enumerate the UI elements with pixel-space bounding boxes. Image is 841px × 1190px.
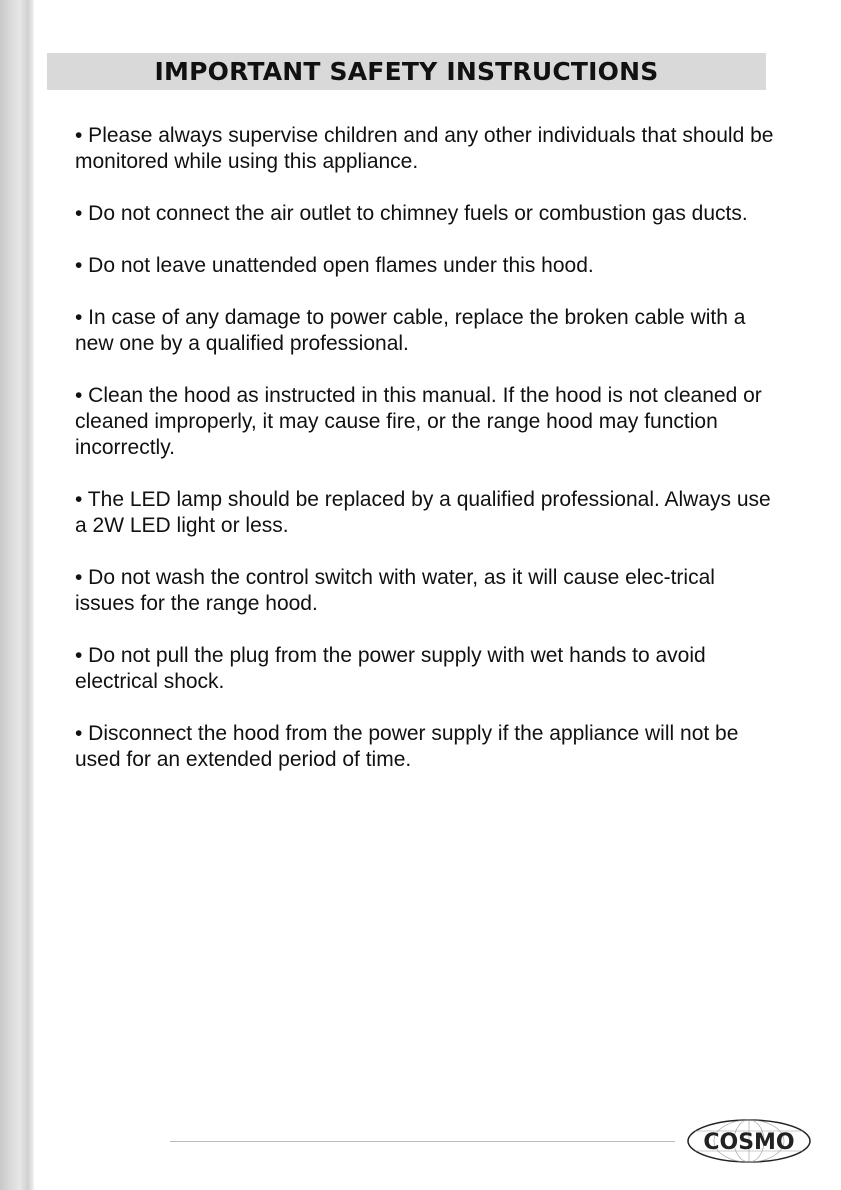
list-item: • Disconnect the hood from the power supply if the appliance will not be used for an extended period of time.: [75, 722, 739, 771]
list-item: • Do not connect the air outlet to chimney fuels or combustion gas ducts.: [75, 202, 748, 225]
logo-text: COSMO: [703, 1130, 795, 1155]
list-item: • Please always supervise children and any other individuals that should be monitored while using this appliance.: [75, 124, 774, 173]
page-edge-strip: [0, 0, 34, 1190]
list-item: • The LED lamp should be replaced by a qualified professional. Always use a 2W LED light or less.: [75, 488, 771, 537]
list-item: • Do not pull the plug from the power supply with wet hands to avoid electrical shock.: [75, 644, 706, 693]
footer-divider: [170, 1141, 675, 1142]
list-item: • Clean the hood as instructed in this manual. If the hood is not cleaned or cleaned improperly, it may cause fire, or the range hood may function incorrectly.: [75, 384, 762, 459]
list-item: • In case of any damage to power cable, replace the broken cable with a new one by a qualified professional.: [75, 306, 746, 355]
cosmo-logo: [685, 1117, 813, 1165]
safety-instructions-list: [75, 123, 775, 799]
page-title: IMPORTANT SAFETY INSTRUCTIONS: [154, 57, 659, 86]
list-item: • Do not wash the control switch with water, as it will cause elec-trical issues for the range hood.: [75, 566, 715, 615]
list-item: • Do not leave unattended open flames under this hood.: [75, 254, 594, 277]
section-header: [47, 53, 766, 90]
